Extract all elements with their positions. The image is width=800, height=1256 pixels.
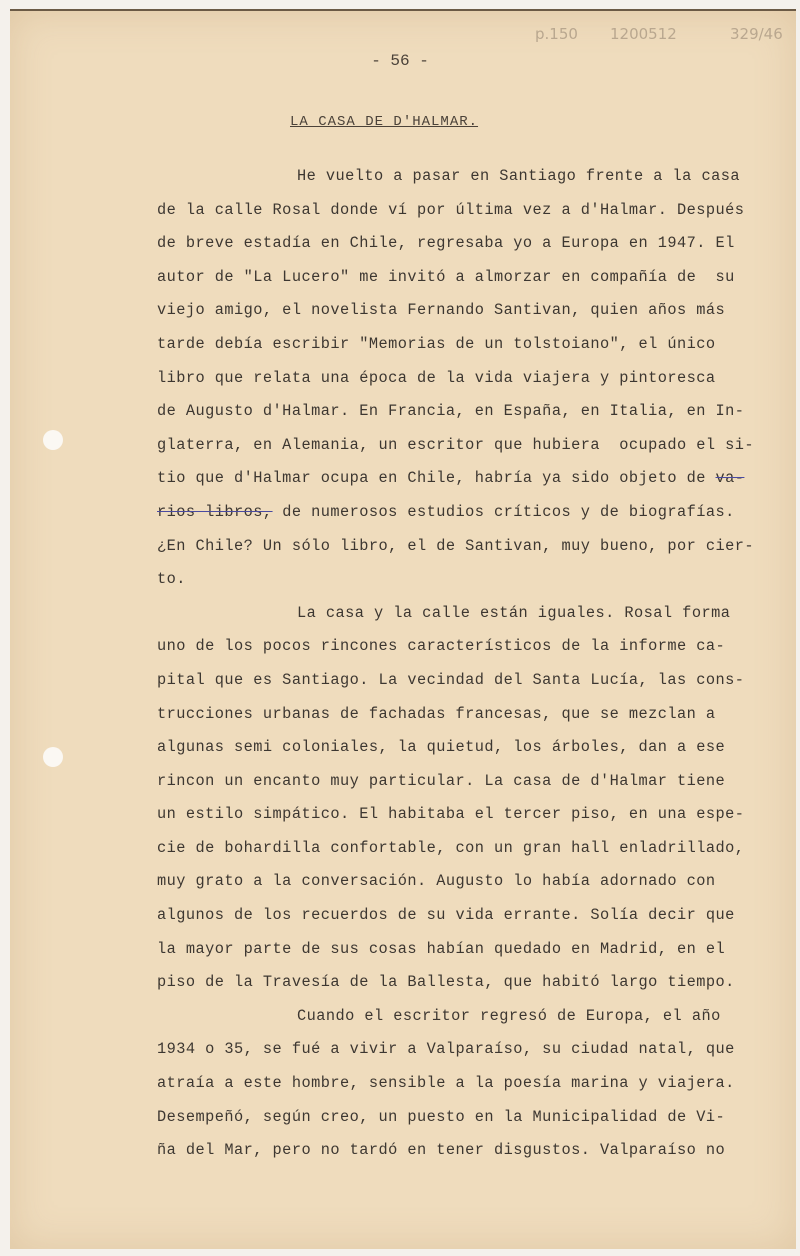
text-line: un estilo simpático. El habitaba el tercer piso, en una espe- — [157, 805, 745, 824]
text-line: Desempeñó, según creo, un puesto en la Municipalidad de Vi- — [157, 1107, 726, 1126]
pencil-note: 329/46 — [730, 25, 783, 43]
paragraph-3 — [157, 1000, 782, 1168]
text-line: de la calle Rosal donde ví por última vez a d'Halmar. Después — [157, 200, 745, 219]
struck-text: va- — [715, 469, 745, 488]
text-line: Cuando el escritor regresó de Europa, el año — [297, 1006, 721, 1025]
page-number: - 56 - — [371, 52, 429, 70]
pencil-note: 1200512 — [610, 25, 677, 43]
text-line: 1934 o 35, se fué a vivir a Valparaíso, su ciudad natal, que — [157, 1040, 735, 1059]
text-line: viejo amigo, el novelista Fernando Santivan, quien años más — [157, 301, 726, 320]
punch-hole — [43, 747, 63, 767]
text-line — [157, 496, 782, 530]
text-line: algunas semi coloniales, la quietud, los árboles, dan a ese — [157, 738, 726, 757]
text-span: de numerosos estudios críticos y de biografías. — [272, 502, 735, 521]
struck-text: rios libros, — [157, 502, 273, 521]
text-line: muy grato a la conversación. Augusto lo había adornado con — [157, 872, 716, 891]
text-line: uno de los pocos rincones característicos de la informe ca- — [157, 637, 726, 656]
document-body — [157, 160, 782, 1168]
text-line: piso de la Travesía de la Ballesta, que habitó largo tiempo. — [157, 973, 735, 992]
text-span: tio que d'Halmar ocupa en Chile, habría ya sido objeto de — [157, 469, 716, 488]
text-line: libro que relata una época de la vida viajera y pintoresca — [157, 368, 716, 387]
text-line: glaterra, en Alemania, un escritor que hubiera ocupado el si- — [157, 435, 755, 454]
text-line: autor de "La Lucero" me invitó a almorzar en compañía de su — [157, 267, 735, 286]
text-line: trucciones urbanas de fachadas francesas, que se mezclan a — [157, 704, 716, 723]
text-line: la mayor parte de sus cosas habían quedado en Madrid, en el — [157, 939, 726, 958]
text-line: algunos de los recuerdos de su vida errante. Solía decir que — [157, 906, 735, 925]
text-line: ¿En Chile? Un sólo libro, el de Santivan, muy bueno, por cier- — [157, 536, 755, 555]
text-line: rincon un encanto muy particular. La casa de d'Halmar tiene — [157, 771, 726, 790]
paragraph-2 — [157, 597, 782, 1000]
pencil-note: p.150 — [535, 25, 578, 43]
text-line: atraía a este hombre, sensible a la poesía marina y viajera. — [157, 1074, 735, 1093]
text-line: to. — [157, 570, 186, 589]
text-line: He vuelto a pasar en Santiago frente a la casa — [297, 167, 740, 185]
document-title: LA CASA DE D'HALMAR. — [290, 114, 479, 130]
text-line: de breve estadía en Chile, regresaba yo a Europa en 1947. El — [157, 234, 735, 253]
paragraph-1 — [157, 160, 782, 597]
text-line — [157, 462, 782, 496]
text-line: cie de bohardilla confortable, con un gran hall enladrillado, — [157, 838, 745, 857]
text-line: pital que es Santiago. La vecindad del Santa Lucía, las cons- — [157, 670, 745, 689]
text-line: de Augusto d'Halmar. En Francia, en España, en Italia, en In- — [157, 402, 745, 421]
text-line: tarde debía escribir "Memorias de un tolstoiano", el único — [157, 334, 716, 353]
punch-hole — [43, 430, 63, 450]
text-line: ña del Mar, pero no tardó en tener disgustos. Valparaíso no — [157, 1141, 726, 1160]
text-line: La casa y la calle están iguales. Rosal forma — [297, 603, 731, 622]
